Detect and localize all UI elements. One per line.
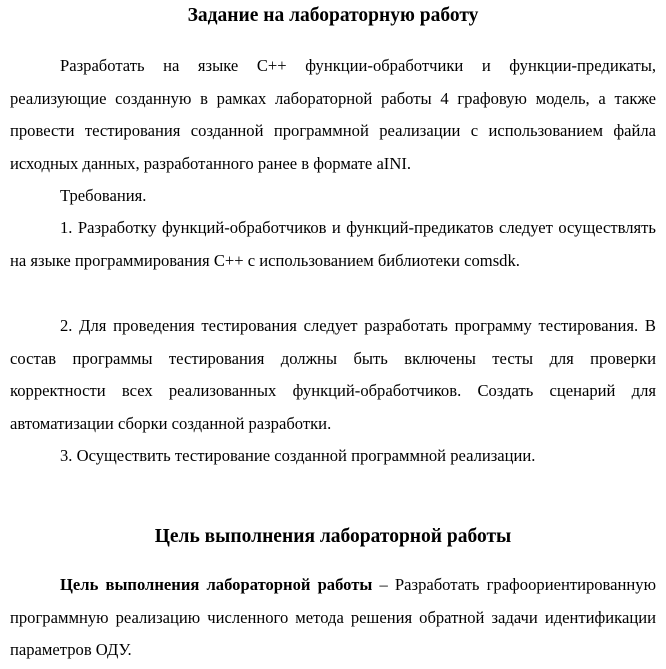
goal-dash: – bbox=[379, 575, 388, 594]
requirements-label: Требования. bbox=[60, 186, 147, 205]
requirement-item-1: 1. Разработку функций-обработчиков и функций-предикатов следует осуществлять на языке программирования С++ с использованием библиотеки comsdk. bbox=[10, 218, 656, 270]
requirement-item-2: 2. Для проведения тестирования следует разработать программу тестирования. В состав программы тестирования должны быть включены тесты для проверки корректности всех реализованных функций-обработчиков. Создать сценарий для автоматизации сборки созданной разработки. bbox=[10, 316, 656, 433]
goal-paragraph bbox=[10, 569, 656, 667]
goal-lead: Цель выполнения лабораторной работы bbox=[60, 575, 373, 594]
goal-text: Разработать графоориентированную программную реализацию численного метода решения обратной задачи идентификации параметров ОДУ. bbox=[10, 575, 656, 659]
task-intro-paragraph: Разработать на языке С++ функции-обработчики и функции-предикаты, реализующие созданную в рамках лабораторной работы 4 графовую модель, а также провести тестирования созданной программной реализации с использованием файла исходных данных, разработанного ранее в формате aINI. bbox=[10, 56, 656, 173]
requirement-item-3: 3. Осуществить тестирование созданной программной реализации. bbox=[60, 446, 536, 465]
goal-heading: Цель выполнения лабораторной работы bbox=[154, 526, 512, 547]
task-heading: Задание на лабораторную работу bbox=[187, 5, 479, 26]
